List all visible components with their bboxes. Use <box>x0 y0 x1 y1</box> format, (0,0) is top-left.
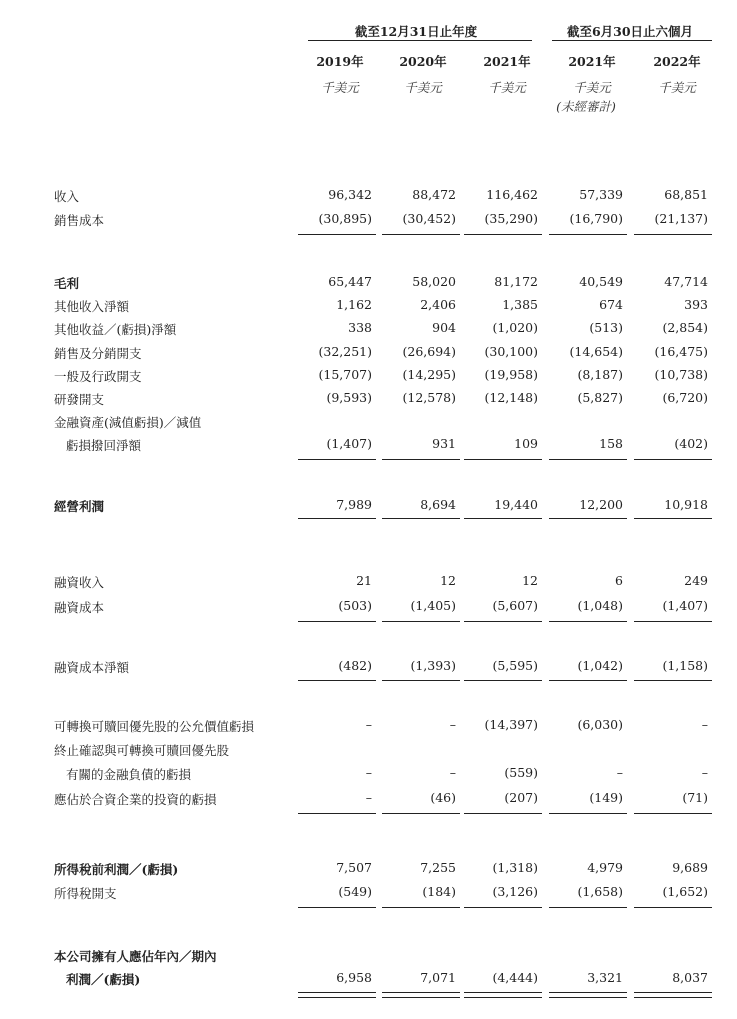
cell-2022-h1: (71) <box>682 790 708 805</box>
cell-2021-h1: 674 <box>599 297 623 312</box>
subtotal-rule <box>464 459 542 460</box>
row-jv-loss <box>0 790 737 810</box>
subtotal-rule <box>382 813 460 814</box>
cell-2020: – <box>449 717 456 732</box>
cell-2021: (19,958) <box>484 367 538 382</box>
subtotal-rule <box>464 907 542 908</box>
subtotal-rule <box>549 234 627 235</box>
cell-2022-h1: (10,738) <box>654 367 708 382</box>
subtotal-rule <box>549 518 627 519</box>
cell-2019: 338 <box>348 320 372 335</box>
total-double-rule <box>382 992 460 998</box>
cell-2021-h1: 6 <box>615 573 623 588</box>
cell-2021-h1: (513) <box>589 320 623 335</box>
cell-2021: (12,148) <box>484 390 538 405</box>
subtotal-rule <box>464 813 542 814</box>
subtotal-rule <box>382 680 460 681</box>
row-profit-before-tax <box>0 860 737 880</box>
cell-2019: (32,251) <box>318 344 372 359</box>
cell-2020: 7,255 <box>420 860 456 875</box>
subtotal-rule <box>549 907 627 908</box>
cell-2021: (5,607) <box>492 598 538 613</box>
period-header-6m: 截至6月30日止六個月 <box>566 24 694 39</box>
subtotal-rule <box>464 621 542 622</box>
cell-2022-h1: (21,137) <box>654 211 708 226</box>
row-label: 其他收益／(虧損)淨額 <box>54 322 177 337</box>
row-derecognition-line1 <box>0 741 737 761</box>
row-finance-net <box>0 658 737 678</box>
subtotal-rule <box>298 680 376 681</box>
cell-2022-h1: 8,037 <box>672 970 708 985</box>
cell-2021: (4,444) <box>492 970 538 985</box>
cell-2021-h1: (149) <box>589 790 623 805</box>
cell-2022-h1: (16,475) <box>654 344 708 359</box>
row-label: 一般及行政開支 <box>54 369 142 384</box>
cell-2022-h1: – <box>701 717 708 732</box>
cell-2019: 7,989 <box>336 497 372 512</box>
cell-2020: 12 <box>440 573 456 588</box>
row-operating-profit <box>0 497 737 517</box>
cell-2021-h1: (16,790) <box>569 211 623 226</box>
cell-2019: 65,447 <box>328 274 372 289</box>
unit-label: 千美元 <box>658 80 696 95</box>
cell-2019: (1,407) <box>326 436 372 451</box>
cell-2021-h1: (8,187) <box>577 367 623 382</box>
cell-2022-h1: 393 <box>684 297 708 312</box>
cell-2021-h1: (1,658) <box>577 884 623 899</box>
row-label: 經營利潤 <box>54 499 105 514</box>
cell-2021: 81,172 <box>494 274 538 289</box>
cell-2021-h1: – <box>616 765 623 780</box>
cell-2021: (14,397) <box>484 717 538 732</box>
cell-2021-h1: 57,339 <box>579 187 623 202</box>
period-header-fy: 截至12月31日止年度 <box>354 24 478 39</box>
cell-2022-h1: 9,689 <box>672 860 708 875</box>
row-income-tax <box>0 884 737 904</box>
total-double-rule <box>464 992 542 998</box>
subtotal-rule <box>549 621 627 622</box>
cell-2020: 904 <box>432 320 456 335</box>
cell-2021: 116,462 <box>486 187 538 202</box>
subtotal-rule <box>298 813 376 814</box>
subtotal-rule <box>382 621 460 622</box>
cell-2020: 58,020 <box>412 274 456 289</box>
total-double-rule <box>634 992 712 998</box>
year-2019: 2019年 <box>316 54 364 69</box>
subtotal-rule <box>382 907 460 908</box>
row-rd-expenses <box>0 390 737 410</box>
row-selling-expenses <box>0 344 737 364</box>
row-label: 所得稅開支 <box>54 886 117 901</box>
cell-2021: 19,440 <box>494 497 538 512</box>
row-label: 有關的金融負債的虧損 <box>66 767 192 782</box>
subtotal-rule <box>634 680 712 681</box>
cell-2021: 109 <box>514 436 538 451</box>
subtotal-rule <box>298 459 376 460</box>
cell-2021-h1: (1,048) <box>577 598 623 613</box>
row-label: 所得稅前利潤／(虧損) <box>54 862 179 877</box>
cell-2022-h1: 10,918 <box>664 497 708 512</box>
row-label: 融資成本 <box>54 600 105 615</box>
row-label: 應佔於合資企業的投資的虧損 <box>54 792 217 807</box>
cell-2019: (9,593) <box>326 390 372 405</box>
row-label: 利潤／(虧損) <box>66 972 141 987</box>
cell-2021: (1,318) <box>492 860 538 875</box>
cell-2022-h1: (1,652) <box>662 884 708 899</box>
year-2021-h1: 2021年 <box>568 54 616 69</box>
subtotal-rule <box>382 459 460 460</box>
subtotal-rule <box>634 621 712 622</box>
subtotal-rule <box>298 234 376 235</box>
row-label: 融資收入 <box>54 575 105 590</box>
row-derecognition <box>0 765 737 785</box>
cell-2021-h1: (6,030) <box>577 717 623 732</box>
row-label: 金融資產(減值虧損)／減值 <box>54 415 202 430</box>
unit-label: 千美元 <box>573 80 611 95</box>
cell-2022-h1: 47,714 <box>664 274 708 289</box>
cell-2022-h1: (1,158) <box>662 658 708 673</box>
subtotal-rule <box>634 459 712 460</box>
unit-label: 千美元 <box>488 80 526 95</box>
cell-2020: 88,472 <box>412 187 456 202</box>
cell-2021: (5,595) <box>492 658 538 673</box>
cell-2022-h1: (402) <box>674 436 708 451</box>
row-label: 本公司擁有人應佔年內／期內 <box>54 949 217 964</box>
subtotal-rule <box>464 680 542 681</box>
subtotal-rule <box>382 518 460 519</box>
row-impairment-line1 <box>0 413 737 433</box>
row-cost-of-sales <box>0 211 737 231</box>
cell-2021-h1: (14,654) <box>569 344 623 359</box>
cell-2019: (15,707) <box>318 367 372 382</box>
row-admin-expenses <box>0 367 737 387</box>
cell-2019: (549) <box>338 884 372 899</box>
cell-2022-h1: (6,720) <box>662 390 708 405</box>
cell-2021-h1: 3,321 <box>587 970 623 985</box>
subtotal-rule <box>298 907 376 908</box>
cell-2020: (12,578) <box>402 390 456 405</box>
cell-2020: 7,071 <box>420 970 456 985</box>
row-label: 銷售及分銷開支 <box>54 346 142 361</box>
row-finance-cost <box>0 598 737 618</box>
cell-2022-h1: – <box>701 765 708 780</box>
cell-2019: – <box>365 790 372 805</box>
period-underline-fy <box>308 40 532 41</box>
row-net-profit <box>0 970 737 990</box>
row-label: 融資成本淨額 <box>54 660 130 675</box>
cell-2019: (30,895) <box>318 211 372 226</box>
cell-2020: (184) <box>422 884 456 899</box>
cell-2020: – <box>449 765 456 780</box>
cell-2021: (3,126) <box>492 884 538 899</box>
row-label: 毛利 <box>54 276 80 291</box>
year-2021: 2021年 <box>483 54 531 69</box>
cell-2021-h1: (1,042) <box>577 658 623 673</box>
cell-2021: (30,100) <box>484 344 538 359</box>
row-gross-profit <box>0 274 737 294</box>
cell-2021: (35,290) <box>484 211 538 226</box>
subtotal-rule <box>298 621 376 622</box>
cell-2020: 8,694 <box>420 497 456 512</box>
cell-2021: (207) <box>504 790 538 805</box>
cell-2021: 1,385 <box>502 297 538 312</box>
subtotal-rule <box>549 459 627 460</box>
cell-2019: 96,342 <box>328 187 372 202</box>
period-underline-6m <box>552 40 712 41</box>
cell-2019: (503) <box>338 598 372 613</box>
cell-2022-h1: 249 <box>684 573 708 588</box>
total-double-rule <box>549 992 627 998</box>
subtotal-rule <box>634 813 712 814</box>
subtotal-rule <box>634 518 712 519</box>
cell-2021-h1: 4,979 <box>587 860 623 875</box>
row-net-profit-line1 <box>0 947 737 967</box>
cell-2019: 1,162 <box>336 297 372 312</box>
year-2022-h1: 2022年 <box>653 54 701 69</box>
cell-2020: 2,406 <box>420 297 456 312</box>
row-impairment <box>0 436 737 456</box>
cell-2019: (482) <box>338 658 372 673</box>
unit-label: 千美元 <box>404 80 442 95</box>
cell-2021-h1: (5,827) <box>577 390 623 405</box>
cell-2019: 21 <box>356 573 372 588</box>
cell-2021-h1: 40,549 <box>579 274 623 289</box>
subtotal-rule <box>464 518 542 519</box>
cell-2019: 7,507 <box>336 860 372 875</box>
subtotal-rule <box>634 234 712 235</box>
cell-2021: 12 <box>522 573 538 588</box>
year-2020: 2020年 <box>399 54 447 69</box>
row-label: 虧損撥回淨額 <box>66 438 142 453</box>
cell-2021-h1: 158 <box>599 436 623 451</box>
row-label: 可轉換可贖回優先股的公允價值虧損 <box>54 719 255 734</box>
total-double-rule <box>298 992 376 998</box>
subtotal-rule <box>298 518 376 519</box>
cell-2021-h1: 12,200 <box>579 497 623 512</box>
row-label: 其他收入淨額 <box>54 299 130 314</box>
row-finance-income <box>0 573 737 593</box>
cell-2022-h1: 68,851 <box>664 187 708 202</box>
unit-label: 千美元 <box>321 80 359 95</box>
cell-2021: (1,020) <box>492 320 538 335</box>
row-label: 收入 <box>54 189 80 204</box>
cell-2019: – <box>365 717 372 732</box>
row-label: 研發開支 <box>54 392 105 407</box>
row-revenue <box>0 187 737 207</box>
subtotal-rule <box>634 907 712 908</box>
cell-2021: (559) <box>504 765 538 780</box>
row-label: 銷售成本 <box>54 213 105 228</box>
subtotal-rule <box>464 234 542 235</box>
row-fv-loss <box>0 717 737 737</box>
cell-2020: (30,452) <box>402 211 456 226</box>
cell-2020: (26,694) <box>402 344 456 359</box>
row-other-gains <box>0 320 737 340</box>
row-label: 終止確認與可轉換可贖回優先股 <box>54 743 230 758</box>
cell-2020: (46) <box>430 790 456 805</box>
unaudited-note: (未經審計) <box>556 99 616 114</box>
cell-2022-h1: (2,854) <box>662 320 708 335</box>
cell-2019: 6,958 <box>336 970 372 985</box>
cell-2020: 931 <box>432 436 456 451</box>
subtotal-rule <box>549 813 627 814</box>
subtotal-rule <box>549 680 627 681</box>
cell-2019: – <box>365 765 372 780</box>
subtotal-rule <box>382 234 460 235</box>
row-other-income <box>0 297 737 317</box>
cell-2022-h1: (1,407) <box>662 598 708 613</box>
cell-2020: (14,295) <box>402 367 456 382</box>
cell-2020: (1,405) <box>410 598 456 613</box>
cell-2020: (1,393) <box>410 658 456 673</box>
